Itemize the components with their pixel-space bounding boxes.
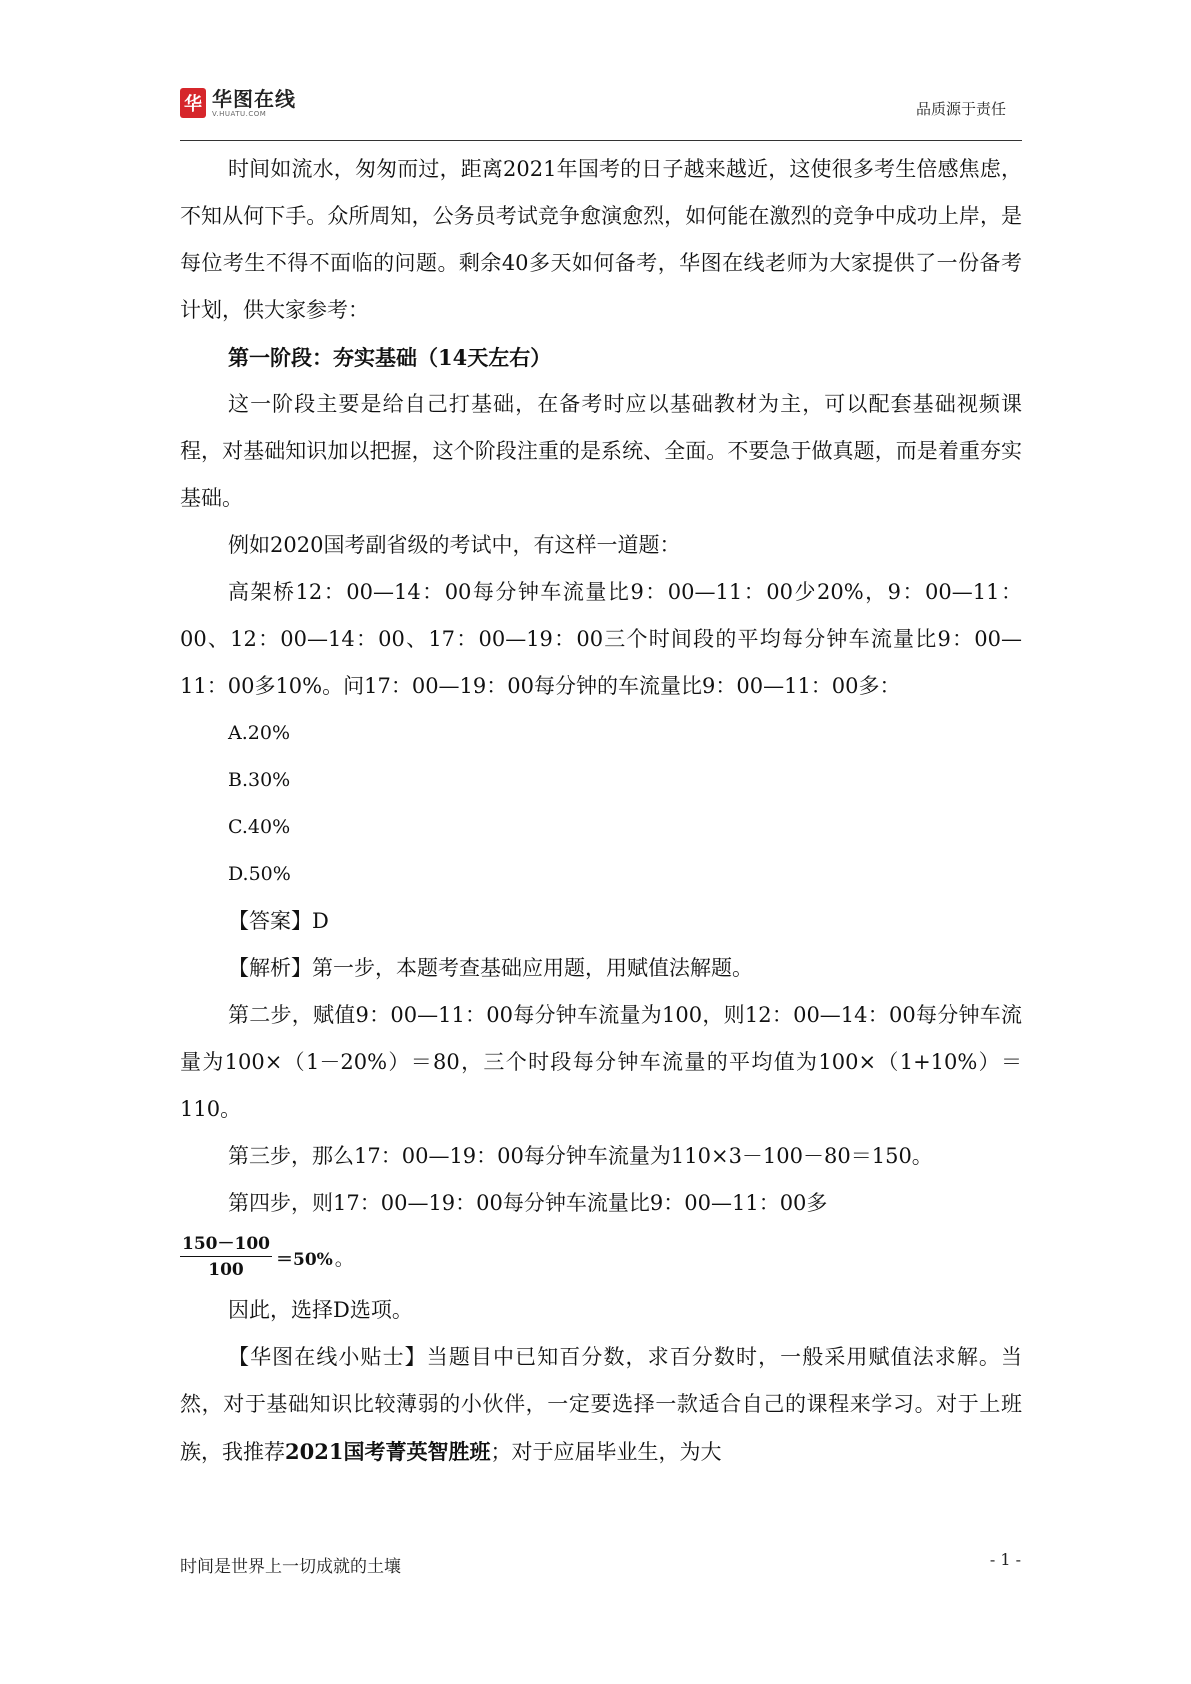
question-text: 高架桥12：00—14：00每分钟车流量比9：00—11：00少20%，9：00—11：00、12：00—14：00、17：00—19：00三个时间段的平均每分钟车流量比9：00—11：00多10%。问17：00—19：00每分钟的车流量比9：00—11：00多：: [180, 580, 1022, 698]
analysis-step-three: 第三步，那么17：00—19：00每分钟车流量为110×3－100－80＝150。: [228, 1144, 933, 1168]
fraction-numerator: 150－100: [180, 1234, 272, 1257]
logo-name: 华图在线: [212, 86, 296, 111]
fraction-result: ＝50%: [275, 1249, 333, 1270]
tip-text-part-two: ；对于应届毕业生，为大: [490, 1440, 722, 1464]
intro-paragraph: 时间如流水，匆匆而过，距离2021年国考的日子越来越近，这使很多考生倍感焦虑，不知从何下手。众所周知，公务员考试竞争愈演愈烈，如何能在激烈的竞争中成功上岸，是每位考生不得不面临的问题。剩余40多天如何备考，华图在线老师为大家提供了一份备考计划，供大家参考：: [180, 157, 1022, 322]
document-body: [180, 146, 1022, 1476]
fraction-tail: 。: [334, 1247, 354, 1270]
answer-line: 【答案】D: [228, 909, 329, 933]
analysis-step-four: 第四步，则17：00—19：00每分钟车流量比9：00—11：00多: [228, 1191, 828, 1215]
option-b: B.30%: [228, 769, 291, 791]
analysis-step-one: 【解析】第一步，本题考查基础应用题，用赋值法解题。: [228, 956, 753, 980]
huatu-logo: [180, 86, 296, 120]
fraction: [180, 1234, 272, 1281]
page-header: [180, 72, 1022, 141]
example-intro: 例如2020国考副省级的考试中，有这样一道题：: [228, 533, 681, 557]
logo-mark-icon: 华: [180, 88, 206, 118]
option-d: D.50%: [228, 863, 291, 885]
option-a: A.20%: [228, 722, 290, 744]
analysis-step-two: 第二步，赋值9：00—11：00每分钟车流量为100，则12：00—14：00每分钟车流量为100×（1－20%）＝80，三个时段每分钟车流量的平均值为100×（1+10%）＝110。: [180, 1003, 1022, 1121]
stage-one-paragraph: 这一阶段主要是给自己打基础，在备考时应以基础教材为主，可以配套基础视频课程，对基础知识加以把握，这个阶段注重的是系统、全面。不要急于做真题，而是着重夯实基础。: [180, 392, 1022, 510]
tip-paragraph: [180, 1334, 1022, 1476]
tip-label: 【华图在线小贴士】: [228, 1345, 427, 1369]
fraction-denominator: 100: [208, 1259, 244, 1280]
tip-text-part-one: 当题目中已知百分数，求百分数时，一般采用赋值法求解。当然，对于基础知识比较薄弱的小伙伴，一定要选择一款适合自己的课程来学习。对于上班族，我推荐: [180, 1345, 1023, 1464]
conclusion-line: 因此，选择D选项。: [228, 1298, 413, 1322]
option-c: C.40%: [228, 816, 291, 838]
fraction-formula: [180, 1227, 1022, 1287]
header-slogan: 品质源于责任: [915, 100, 1006, 118]
footer-motto: 时间是世界上一切成就的土壤: [180, 1557, 401, 1577]
logo-url: V.HUATU.COM: [212, 109, 267, 118]
page-number: - 1 -: [989, 1550, 1021, 1569]
tip-course-name: 2021国考菁英智胜班: [285, 1439, 491, 1464]
stage-one-heading: 第一阶段：夯实基础（14天左右）: [228, 345, 552, 370]
